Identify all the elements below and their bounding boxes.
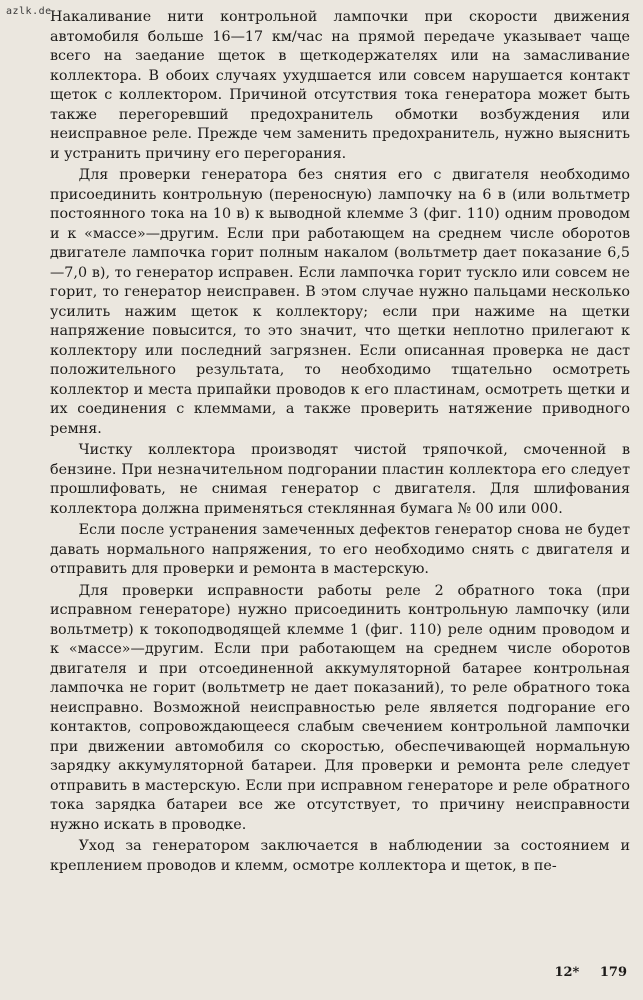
paragraph-3: Чистку коллектора производят чистой тряпочкой, смоченной в бензине. При незначительном подгорании пластин коллектора его следует прошлифовать, не снимая генератор с двигателя. Для шлифования коллектора должна применяться стеклянная бумага № 00 или 000. [50, 442, 630, 517]
watermark-label: azlk.de [6, 6, 52, 17]
page-footer [538, 965, 627, 980]
paragraph-4: Если после устранения замеченных дефектов генератор снова не будет давать нормального напряжения, то его необходимо снять с двигателя и отправить для проверки и ремонта в мастерскую. [50, 522, 630, 577]
page-body [50, 8, 630, 878]
signature-mark: 12* [554, 965, 580, 980]
paragraph-6: Уход за генератором заключается в наблюдении за состоянием и креплением проводов и клемм, осмотре коллектора и щеток, в пе- [50, 838, 630, 874]
paragraph-2: Для проверки генератора без снятия его с двигателя необходимо присоединить контрольную (переносную) лампочку на 6 в (или вольтметр постоянного тока на 10 в) к выводной клемме 3 (фиг. 110) одним проводом и к «массе»—другим. Если при работающем на среднем числе оборотов двигателе лампочка горит полным накалом (вольтметр дает показание 6,5—7,0 в), то генератор исправен. Если лампочка горит тускло или совсем не горит, то генератор неисправен. В этом случае нужно пальцами несколько усилить нажим щеток к коллектору; если при нажиме на щетки напряжение повысится, то это значит, что щетки неплотно прилегают к коллектору или последний загрязнен. Если описанная проверка не даст положительного результата, то необходимо тщательно осмотреть коллектор и места припайки проводов к его пластинам, осмотреть щетки и их соединения с клеммами, а также проверить натяжение приводного ремня. [50, 167, 630, 437]
page-number: 179 [599, 965, 627, 980]
paragraph-1: Накаливание нити контрольной лампочки при скорости движения автомобиля больше 16—17 км/час на прямой передаче указывает чаще всего на заедание щеток в щеткодержателях или на замасливание коллектора. В обоих случаях ухудшается или совсем нарушается контакт щеток с коллектором. Причиной отсутствия тока генератора может быть также перегоревший предохранитель обмотки возбуждения или неисправное реле. Прежде чем заменить предохранитель, нужно выяснить и устранить причину его перегорания. [50, 9, 630, 162]
paragraph-5: Для проверки исправности работы реле 2 обратного тока (при исправном генераторе) нужно присоединить контрольную лампочку (или вольтметр) к токоподводящей клемме 1 (фиг. 110) реле одним проводом и к «массе»—другим. Если при работающем на среднем числе оборотов двигателя и при отсоединенной аккумуляторной батарее контрольная лампочка не горит (вольтметр не дает показаний), то реле обратного тока неисправно. Возможной неисправностью реле является подгорание его контактов, сопровождающееся слабым свечением контрольной лампочки при движении автомобиля со скоростью, обеспечивающей нормальную зарядку аккумуляторной батареи. Для проверки и ремонта реле следует отправить в мастерскую. Если при исправном генераторе и реле обратного тока зарядка батареи все же отсутствует, то причину неисправности нужно искать в проводке. [50, 582, 630, 833]
